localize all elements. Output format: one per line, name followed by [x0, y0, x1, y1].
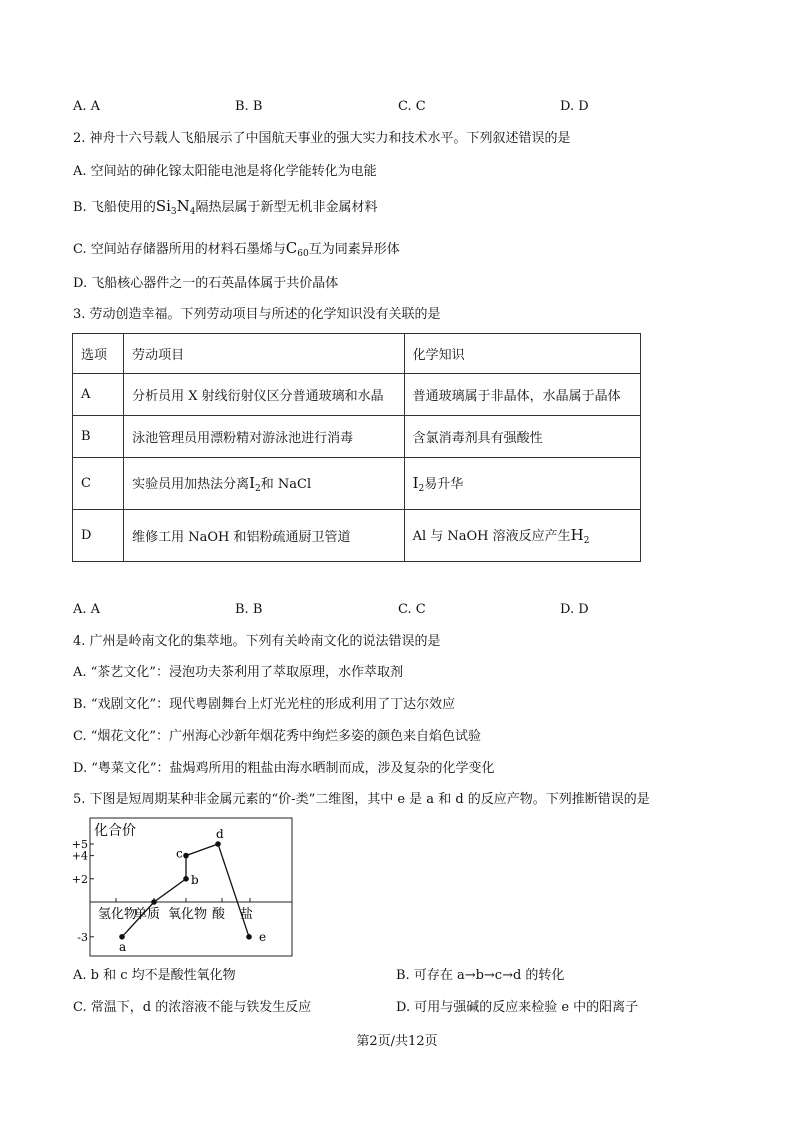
y-tick-label: -3: [77, 930, 88, 944]
cell-project: [124, 458, 404, 510]
header-knowledge: 化学知识: [404, 334, 640, 374]
cell-option: A: [73, 374, 124, 416]
q4-option-b[interactable]: B. “戏剧文化”：现代粤剧舞台上灯光光柱的形成利用了丁达尔效应: [73, 697, 456, 712]
sub: 4: [189, 207, 196, 217]
q1-options: [73, 99, 733, 117]
formula-c: C: [285, 239, 298, 257]
point-label: b: [191, 872, 199, 887]
sub: 2: [583, 536, 590, 546]
q3-table: [72, 333, 641, 562]
q2-b-post: 隔热层属于新型无机非金属材料: [195, 200, 378, 215]
q5-option-a[interactable]: A. b 和 c 均不是酸性氧化物: [73, 968, 236, 983]
cell-knowledge: [404, 458, 640, 510]
table-row: [73, 458, 641, 510]
q2-option-d[interactable]: D. 飞船核心器件之一的石英晶体属于共价晶体: [73, 276, 339, 291]
formula-si: Si: [155, 197, 171, 215]
valence-class-chart: [72, 816, 294, 958]
q4-option-c[interactable]: C. “烟花文化”：广州海心沙新年烟花秀中绚烂多姿的颜色来自焰色试验: [73, 729, 482, 744]
q3-option-a[interactable]: A. A: [73, 602, 101, 617]
q2-option-a[interactable]: A. 空间站的砷化镓太阳能电池是将化学能转化为电能: [73, 164, 377, 179]
x-category-label: 酸: [212, 907, 226, 922]
data-point-b: [183, 876, 189, 882]
q3-option-c[interactable]: C. C: [398, 602, 426, 617]
table-header-row: [73, 334, 641, 374]
formula-i: I: [249, 474, 256, 492]
q5-stem: 5. 下图是短周期某种非金属元素的“价-类”二维图，其中 e 是 a 和 d 的反应产物。下列推断错误的是: [73, 792, 650, 807]
q3-options: [73, 602, 733, 620]
cell-option: C: [73, 458, 124, 510]
q3-option-b[interactable]: B. B: [235, 602, 263, 617]
formula-n: N: [176, 197, 190, 215]
header-project: 劳动项目: [124, 334, 404, 374]
point-label: c: [176, 846, 183, 861]
q1-option-b[interactable]: B. B: [235, 99, 263, 114]
q3-stem: 3. 劳动创造幸福。下列劳动项目与所述的化学知识没有关联的是: [73, 307, 441, 322]
q2-c-pre: C. 空间站存储器所用的材料石墨烯与: [73, 242, 286, 257]
y-tick-label: +5: [72, 838, 88, 851]
table-row: [73, 374, 641, 416]
data-point-a: [119, 934, 125, 940]
q4-option-a[interactable]: A. “茶艺文化”：浸泡功夫茶利用了萃取原理，水作萃取剂: [73, 665, 403, 680]
formula-i: I: [412, 474, 419, 492]
cell-project: 分析员用 X 射线衍射仪区分普通玻璃和水晶: [124, 374, 404, 416]
x-category-label: 氧化物: [168, 907, 208, 922]
knowledge-post: 易升华: [424, 477, 464, 492]
q4-option-d[interactable]: D. “粤菜文化”：盐焗鸡所用的粗盐由海水晒制而成，涉及复杂的化学变化: [73, 761, 495, 776]
data-point-c: [183, 853, 189, 859]
formula-h: H: [570, 526, 584, 544]
knowledge-pre: Al 与 NaOH 溶液反应产生: [412, 529, 571, 544]
point-label: d: [216, 827, 224, 841]
data-point-d: [215, 841, 221, 847]
sub: 2: [418, 484, 425, 494]
cell-knowledge: 含氯消毒剂具有强酸性: [404, 416, 640, 458]
sub: 3: [170, 207, 177, 217]
y-ticks: [72, 838, 94, 944]
q2-option-c[interactable]: [73, 239, 400, 263]
cell-option: B: [73, 416, 124, 458]
q3-option-d[interactable]: D. D: [560, 602, 589, 617]
cell-project: 泳池管理员用漂粉精对游泳池进行消毒: [124, 416, 404, 458]
cell-knowledge: 普通玻璃属于非晶体，水晶属于晶体: [404, 374, 640, 416]
cell-option: D: [73, 510, 124, 562]
q1-option-a[interactable]: A. A: [73, 99, 101, 114]
q5-option-d[interactable]: D. 可用与强碱的反应来检验 e 中的阳离子: [396, 1000, 639, 1015]
point-label: a: [119, 939, 127, 954]
data-points: [119, 827, 266, 954]
sub: 2: [255, 484, 261, 494]
header-option: 选项: [73, 334, 124, 374]
q1-option-d[interactable]: D. D: [560, 99, 589, 114]
q2-b-pre: B. 飞船使用的: [73, 200, 156, 215]
point-label: e: [259, 929, 267, 944]
sub: 60: [297, 249, 309, 259]
x-category-label: 单质: [134, 907, 161, 922]
table-row: [73, 510, 641, 562]
y-tick-label: +4: [72, 849, 88, 863]
q2-c-post: 互为同素异形体: [308, 242, 400, 257]
y-axis-label: 化合价: [94, 823, 136, 839]
y-tick-label: +2: [72, 872, 88, 886]
q5-option-b[interactable]: B. 可存在 a→b→c→d 的转化: [396, 968, 565, 983]
data-point: [151, 899, 157, 905]
q1-option-c[interactable]: C. C: [398, 99, 426, 114]
q2-stem: 2. 神舟十六号载人飞船展示了中国航天事业的强大实力和技术水平。下列叙述错误的是: [73, 131, 571, 146]
q4-stem: 4. 广州是岭南文化的集萃地。下列有关岭南文化的说法错误的是: [73, 634, 441, 649]
q5-option-c[interactable]: C. 常温下，d 的浓溶液不能与铁发生反应: [73, 1000, 312, 1015]
cell-project: 维修工用 NaOH 和铝粉疏通厨卫管道: [124, 510, 404, 562]
project-post: 和 NaCl: [260, 477, 312, 492]
table-row: [73, 416, 641, 458]
cell-knowledge: [404, 510, 640, 562]
project-pre: 实验员用加热法分离: [132, 477, 250, 492]
q2-option-b[interactable]: [73, 197, 378, 221]
data-point-e: [246, 934, 252, 940]
x-category-label: 盐: [240, 907, 254, 922]
page-footer: 第2页/共12页: [356, 1034, 438, 1049]
x-category-label: 氢化物: [98, 907, 138, 922]
